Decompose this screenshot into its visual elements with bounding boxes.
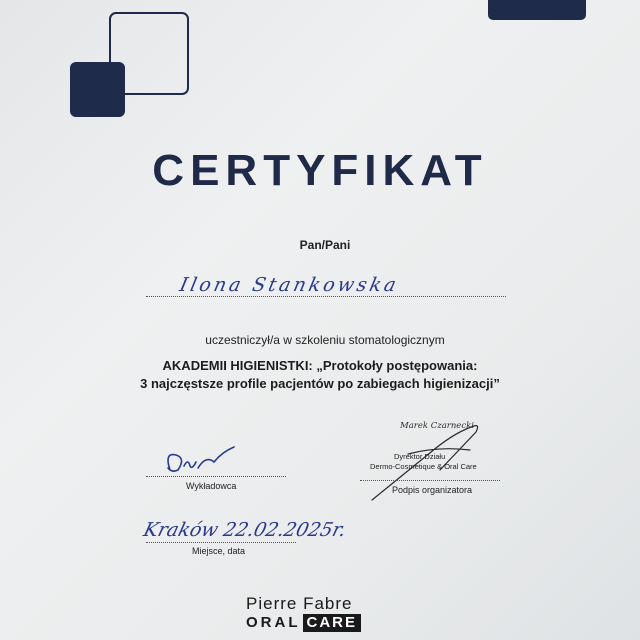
brand-logo-tagline — [246, 614, 361, 632]
organizer-department: Dermo-Cosmetique & Oral Care — [370, 462, 477, 471]
brand-logo-name: Pierre Fabre — [246, 594, 353, 613]
course-title-line-1: AKADEMII HIGIENISTKI: „Protokoły postępowania: — [162, 358, 478, 373]
place-date-caption: Miejsce, data — [192, 546, 246, 556]
lecturer-signature-line — [146, 476, 286, 477]
lecturer-caption: Wykładowca — [186, 481, 237, 491]
logo-word-oral: ORAL — [246, 614, 301, 631]
organizer-role: Dyrektor Działu — [394, 452, 446, 461]
organizer-signature-line — [360, 480, 500, 481]
recipient-name-handwritten: Ilona Stankowska — [177, 274, 401, 296]
place-date-handwritten: Kraków 22.02.2025r. — [141, 519, 349, 541]
organizer-printed-name: Marek Czarnecki — [400, 421, 474, 431]
course-title-line-2: 3 najczęstsze profile pacjentów po zabiegach higienizacji” — [140, 376, 500, 391]
participation-text: uczestniczył/a w szkoleniu stomatologicznym — [205, 333, 445, 347]
place-date-line — [146, 542, 296, 543]
certificate-title: CERTYFIKAT — [152, 146, 488, 195]
organizer-caption: Podpis organizatora — [392, 485, 473, 495]
salutation: Pan/Pani — [299, 238, 351, 252]
lecturer-signature — [168, 447, 234, 471]
logo-word-care: CARE — [303, 614, 362, 632]
